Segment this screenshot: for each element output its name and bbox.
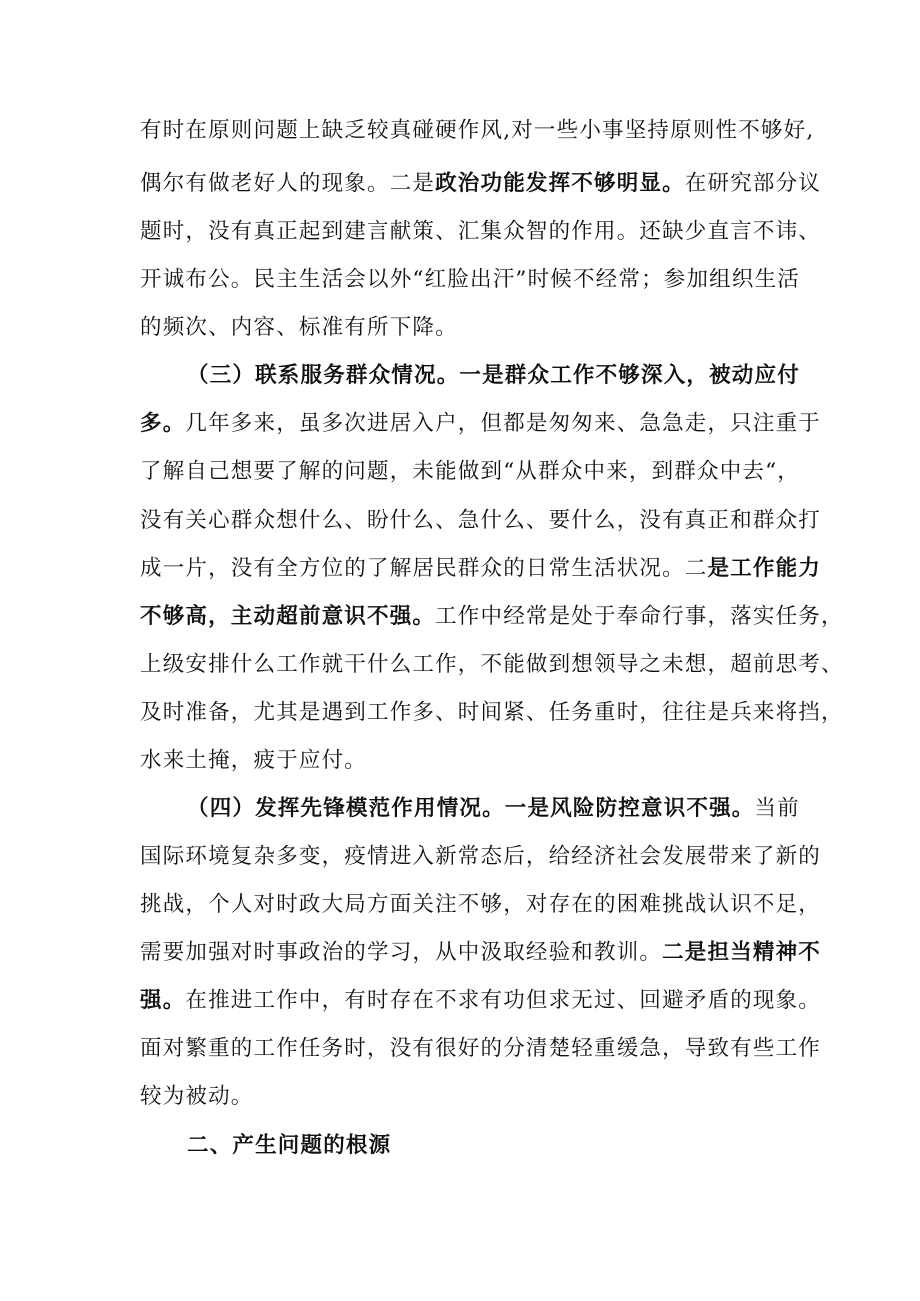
text-line: 不够高，主动超前意识不强。工作中经常是处于奉命行事，落实任务， bbox=[140, 604, 844, 629]
text-line: 较为被动。 bbox=[140, 1084, 254, 1109]
chapter-heading-2: 二、产生问题的根源 bbox=[187, 1133, 392, 1158]
text-line: 挑战，个人对时政大局方面关注不够，对存在的困难挑战认识不足， bbox=[140, 892, 822, 917]
text-line: 水来土掩，疲于应付。 bbox=[140, 748, 368, 773]
text-line: 需要加强对时事政治的学习，从中汲取经验和教训。二是担当精神不 bbox=[140, 940, 822, 965]
text-line: 了解自己想要了解的问题，未能做到“从群众中来，到群众中去“， bbox=[140, 459, 800, 484]
text-line: 多。几年多来，虽多次进居入户，但都是匆匆来、急急走，只注重于 bbox=[140, 411, 822, 436]
text-line: 面对繁重的工作任务时，没有很好的分清楚轻重缓急，导致有些工作 bbox=[140, 1036, 822, 1061]
text-line: 国际环境复杂多变，疫情进入新常态后，给经济社会发展带来了新的 bbox=[140, 844, 822, 869]
section-heading-3: （三）联系服务群众情况。一是群众工作不够深入，被动应付 bbox=[187, 363, 800, 388]
text-line: 的频次、内容、标准有所下降。 bbox=[140, 315, 458, 340]
text-line: 题时，没有真正起到建言献策、汇集众智的作用。还缺少直言不讳、 bbox=[140, 219, 822, 244]
section-heading-4: （四）发挥先锋模范作用情况。一是风险防控意识不强。当前 bbox=[187, 796, 800, 821]
text-line: 有时在原则问题上缺乏较真碰硬作风,对一些小事坚持原则性不够好, bbox=[140, 118, 815, 143]
text-line: 成一片，没有全方位的了解居民群众的日常生活状况。二是工作能力 bbox=[140, 556, 822, 581]
text-line: 强。在推进工作中，有时存在不求有功但求无过、回避矛盾的现象。 bbox=[140, 988, 822, 1013]
text-line: 上级安排什么工作就干什么工作，不能做到想领导之未想，超前思考、 bbox=[140, 652, 844, 677]
text-line: 及时准备，尤其是遇到工作多、时间紧、任务重时，往往是兵来将挡， bbox=[140, 700, 844, 725]
text-line: 偶尔有做老好人的现象。二是政治功能发挥不够明显。在研究部分议 bbox=[140, 171, 822, 196]
text-line: 开诚布公。民主生活会以外“红脸出汗”时候不经常；参加组织生活 bbox=[140, 267, 800, 292]
text-line: 没有关心群众想什么、盼什么、急什么、要什么，没有真正和群众打 bbox=[140, 508, 822, 533]
